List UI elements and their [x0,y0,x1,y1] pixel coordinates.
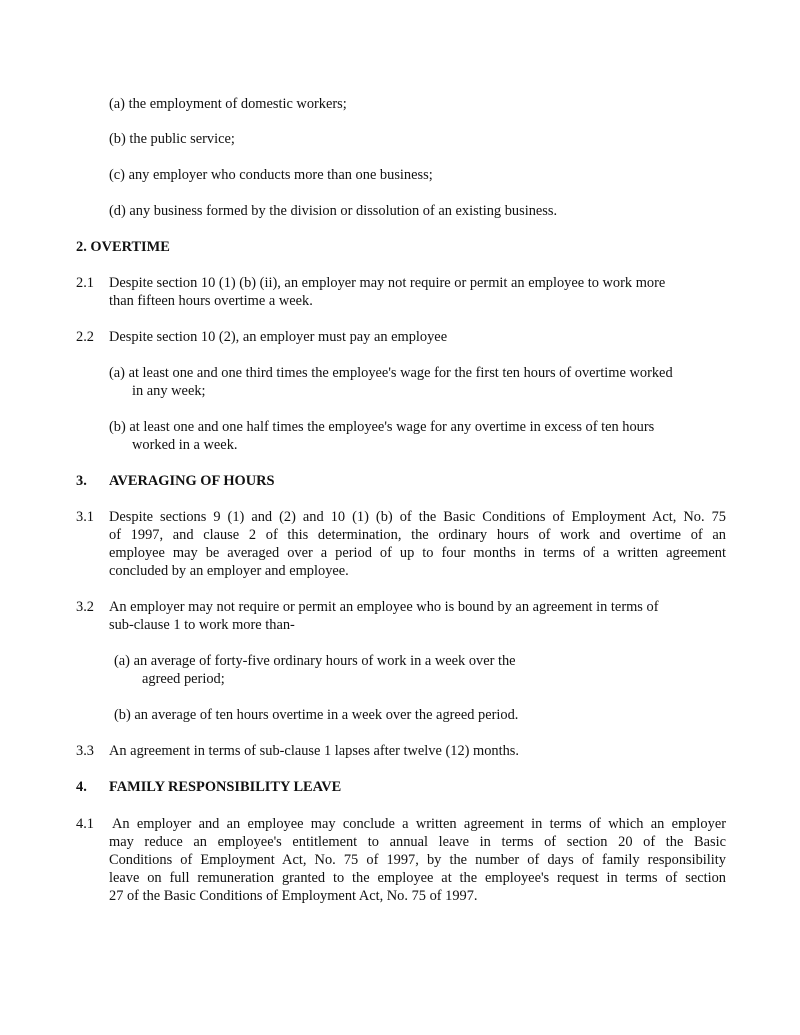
clause-3-2-a-line-1: (a) an average of forty-five ordinary hours of work in a week over the [114,653,516,669]
clause-3-2-a-line-2: agreed period; [142,671,225,687]
clause-3-2-number: 3.2 [76,599,94,615]
clause-4-1-line-3: Conditions of Employment Act, No. 75 of 1997, by the number of days of family responsibility [109,852,726,868]
clause-2-2-number: 2.2 [76,329,94,345]
clause-4-1-line-2: may reduce an employee's entitlement to annual leave in terms of section 20 of the Basic [109,834,726,850]
clause-3-2-line-1: An employer may not require or permit an employee who is bound by an agreement in terms of [109,599,659,615]
clause-2-1-line-1: Despite section 10 (1) (b) (ii), an employer may not require or permit an employee to work more [109,275,666,291]
clause-3-3-text: An agreement in terms of sub-clause 1 lapses after twelve (12) months. [109,743,520,759]
intro-item-a: (a) the employment of domestic workers; [109,96,347,112]
clause-3-1-line-1: Despite sections 9 (1) and (2) and 10 (1) (b) of the Basic Conditions of Employment Act, No. 75 [109,509,726,525]
clause-2-2-b-line-1: (b) at least one and one half times the employee's wage for any overtime in excess of ten hours [109,419,655,435]
intro-item-c: (c) any employer who conducts more than one business; [109,167,433,183]
section-3-title: AVERAGING OF HOURS [109,473,275,489]
clause-3-1-line-2: of 1997, and clause 2 of this determination, the ordinary hours of work and overtime of an [109,527,726,543]
clause-3-1-line-3: employee may be averaged over a period of up to four months in terms of a written agreement [109,545,726,561]
clause-3-1-line-4: concluded by an employer and employee. [109,563,349,579]
clause-2-2-text: Despite section 10 (2), an employer must pay an employee [109,329,448,345]
clause-3-3-number: 3.3 [76,743,94,759]
intro-item-b: (b) the public service; [109,131,235,147]
clause-2-2-b-line-2: worked in a week. [132,437,238,453]
intro-item-d: (d) any business formed by the division or dissolution of an existing business. [109,203,558,219]
clause-2-1-line-2: than fifteen hours overtime a week. [109,293,313,309]
clause-2-2-a-line-1: (a) at least one and one third times the employee's wage for the first ten hours of overtime worked [109,365,673,381]
clause-4-1-line-4: leave on full remuneration granted to the employee at the employee's request in terms of section [109,870,726,886]
section-4-title: FAMILY RESPONSIBILITY LEAVE [109,779,342,795]
clause-3-2-line-2: sub-clause 1 to work more than- [109,617,295,633]
clause-4-1-line-5: 27 of the Basic Conditions of Employment Act, No. 75 of 1997. [109,888,478,904]
clause-4-1-number: 4.1 [76,816,94,832]
section-2-heading: 2. OVERTIME [76,239,170,255]
section-3-number: 3. [76,473,87,489]
clause-4-1-line-1: An employer and an employee may conclude a written agreement in terms of which an employer [112,816,726,832]
section-4-number: 4. [76,779,87,795]
clause-2-1-number: 2.1 [76,275,94,291]
clause-2-2-a-line-2: in any week; [132,383,206,399]
clause-3-1-number: 3.1 [76,509,94,525]
clause-3-2-b-text: (b) an average of ten hours overtime in a week over the agreed period. [114,707,519,723]
